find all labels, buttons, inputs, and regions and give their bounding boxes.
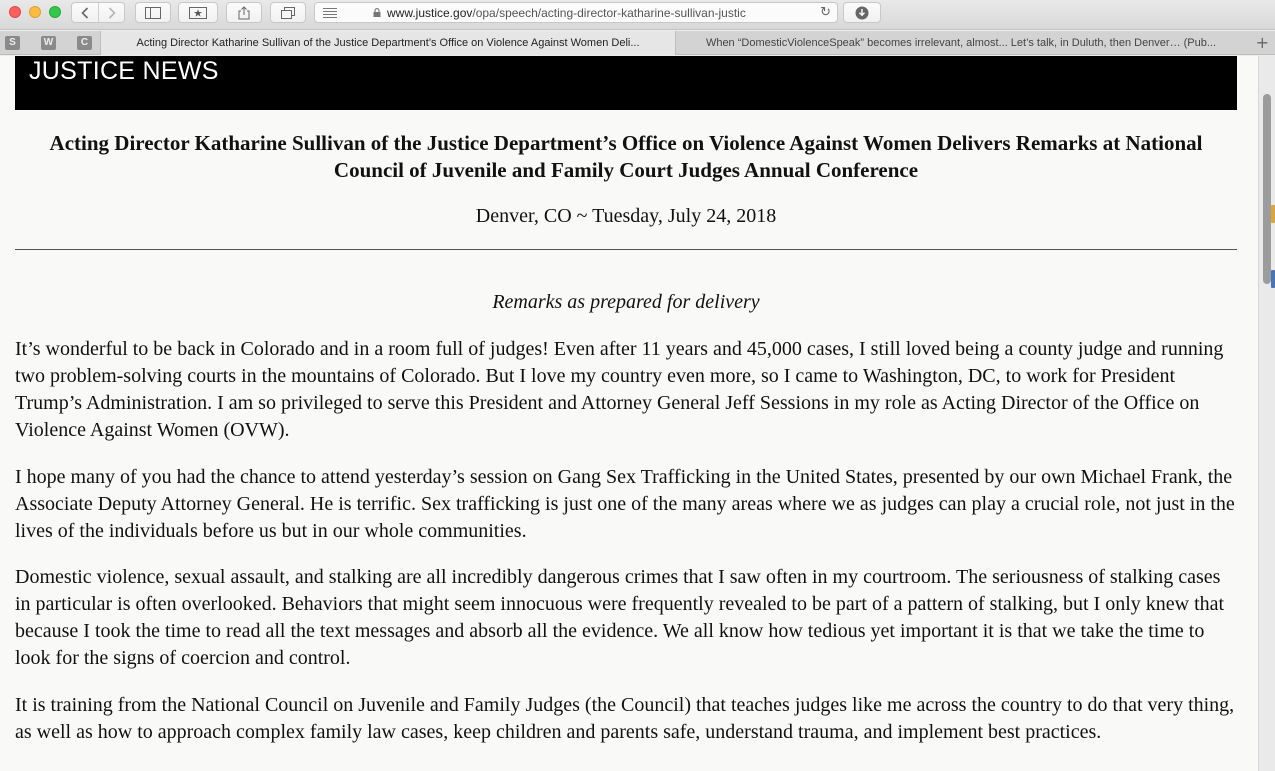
edge-marker <box>1271 205 1275 223</box>
paragraph: It is training from the National Council on Juvenile and Family Judges (the Council) that teaches judges like me across the country to do that very thing, as well as how to approach complex family law cases, keep children and parents safe, understand trauma, and implement best practices. <box>15 694 1235 743</box>
tab-bar <box>0 31 1275 55</box>
url-text <box>387 6 746 20</box>
tab-title: When “DomesticViolenceSpeak” becomes irrelevant, almost... Let’s talk, in Duluth, then Denver… (Pub... <box>705 37 1217 49</box>
zoom-window-button[interactable] <box>49 6 61 18</box>
paragraph: It’s wonderful to be back in Colorado and in a room full of judges! Even after 11 years and 45,000 cases, I still loved being a county judge and running two problem-solving courts in the mountains of Colorado. But I love my country even more, so I came to Washington, DC, to work for President Trump’s Administration. I am so privileged to serve this President and Attorney General Jeff Sessions in my role as Acting Director of the Office on Violence Against Women (OVW). <box>15 338 1224 441</box>
bookmark-s[interactable]: S <box>5 36 20 50</box>
reload-icon[interactable]: ↻ <box>820 5 831 20</box>
bookmark-w[interactable]: W <box>41 36 56 50</box>
chevron-left-icon <box>81 7 89 19</box>
download-icon <box>855 6 869 20</box>
share-icon <box>238 6 250 20</box>
address-bar[interactable] <box>314 2 838 23</box>
url-fade <box>775 3 815 22</box>
justice-news-banner <box>15 56 1237 110</box>
subhead: Remarks as prepared for delivery <box>492 291 760 313</box>
reader-icon[interactable] <box>323 6 337 18</box>
chevron-right-icon <box>108 7 116 19</box>
tab-inactive[interactable] <box>677 31 1245 55</box>
sidebar-icon <box>145 7 161 19</box>
page-title: Acting Director Katharine Sullivan of the Justice Department’s Office on Violence Against Women Delivers Remarks at National Council of Juvenile and Family Court Judges Annual Conference <box>49 131 1203 182</box>
share-button[interactable] <box>226 2 262 23</box>
new-tab-button[interactable]: + <box>1255 33 1269 52</box>
tab-active[interactable] <box>100 31 676 55</box>
page-viewport <box>0 56 1258 771</box>
tab-overview-button[interactable] <box>270 2 306 23</box>
paragraph: Domestic violence, sexual assault, and stalking are all incredibly dangerous crimes that I saw often in my courtroom. The seriousness of stalking cases in particular is often overlooked. Behaviors that might seem innocuous were frequently revealed to be part of a pattern of stalking, but I only knew that because I took the time to read all the text messages and absorb all the evidence. We all know how tedious yet important it is that we take the time to look for the signs of coercion and control. <box>15 566 1225 669</box>
back-button[interactable] <box>72 3 98 22</box>
paragraph: I hope many of you had the chance to attend yesterday’s session on Gang Sex Trafficking in the United States, presented by our own Michael Frank, the Associate Deputy Attorney General. He is terrific. Sex trafficking is just one of the many areas where we as judges can play a crucial role, not just in the lives of the individuals before us but in our whole communities. <box>15 466 1235 542</box>
scrollbar-thumb[interactable] <box>1263 94 1271 284</box>
url-path: /opa/speech/acting-director-katharine-sullivan-justic <box>472 6 746 20</box>
lock-icon <box>373 8 381 17</box>
dateline: Denver, CO ~ Tuesday, July 24, 2018 <box>475 205 777 227</box>
star-icon <box>189 7 207 19</box>
url-host: www.justice.gov <box>387 6 473 20</box>
edge-marker <box>1271 270 1275 288</box>
vertical-scrollbar[interactable] <box>1258 56 1275 771</box>
history-navigation <box>71 2 125 23</box>
minimize-window-button[interactable] <box>29 6 41 18</box>
downloads-button[interactable] <box>843 2 881 23</box>
close-window-button[interactable] <box>9 6 21 18</box>
browser-toolbar <box>0 0 1275 30</box>
bookmark-c[interactable]: C <box>77 36 92 50</box>
divider <box>15 249 1237 250</box>
top-sites-button[interactable] <box>178 2 218 23</box>
sidebar-button[interactable] <box>135 2 171 23</box>
tabs-icon <box>281 7 295 19</box>
banner-title: JUSTICE NEWS <box>29 57 219 85</box>
tab-title: Acting Director Katharine Sullivan of the Justice Department’s Office on Violence Against Women Deli... <box>136 37 640 49</box>
forward-button[interactable] <box>98 3 124 22</box>
